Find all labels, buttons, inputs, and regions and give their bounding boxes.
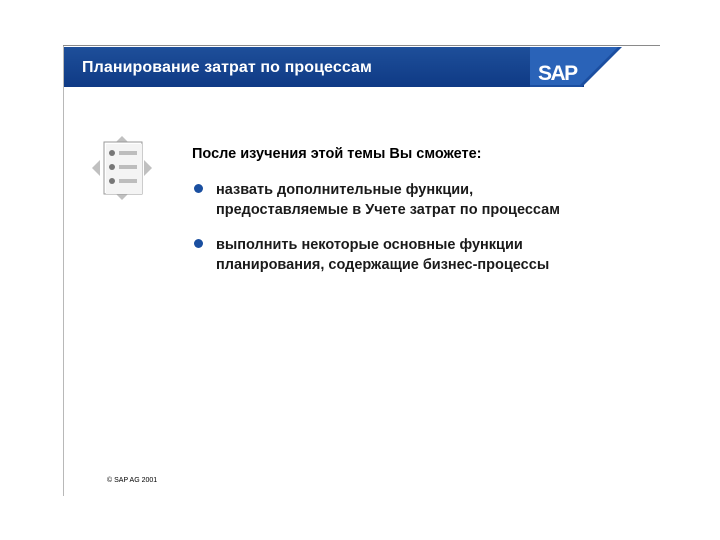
slide-title: Планирование затрат по процессам [82, 59, 372, 76]
objective-text: назвать дополнительные функции, [216, 182, 474, 198]
bullet-dot-icon [194, 184, 203, 193]
top-divider [63, 45, 660, 46]
objective-text: планирования, содержащие бизнес-процессы [216, 257, 550, 273]
copyright-notice: © SAP AG 2001 [107, 477, 158, 484]
objective-text: предоставляемые в Учете затрат по процессам [216, 202, 560, 218]
objectives-list-icon [90, 134, 154, 202]
objectives-heading: После изучения этой темы Вы сможете: [192, 146, 482, 162]
bullet-dot-icon [194, 239, 203, 248]
objective-item [192, 180, 632, 220]
title-bar [64, 47, 584, 87]
objectives-list [192, 180, 632, 290]
objective-item [192, 235, 632, 275]
left-divider [63, 46, 64, 496]
objective-text: выполнить некоторые основные функции [216, 237, 523, 253]
sap-logo-text: SAP [538, 62, 577, 85]
